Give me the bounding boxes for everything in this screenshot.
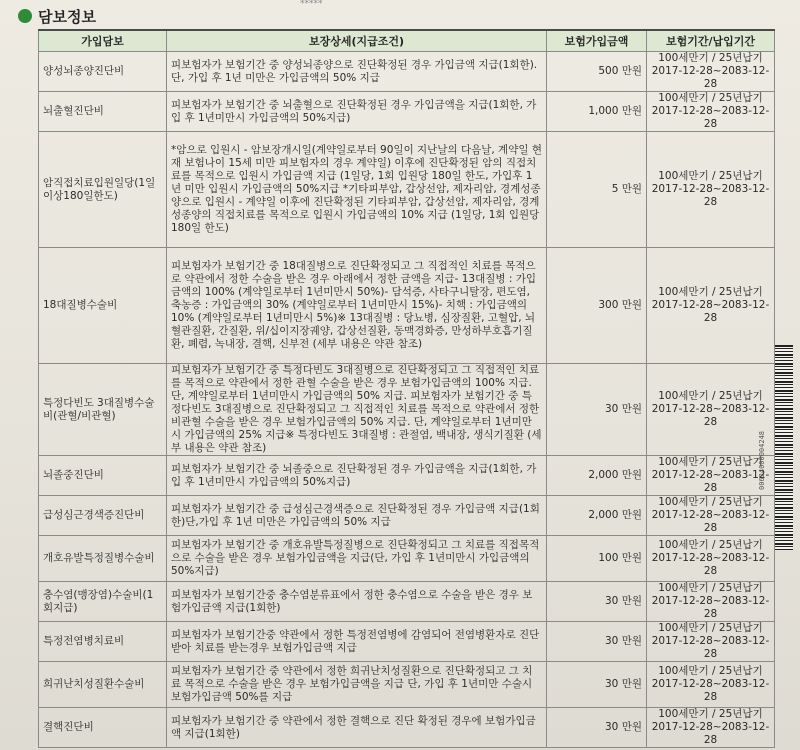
period-dates: 2017-12-28~2083-12-28 <box>651 105 770 130</box>
coverage-detail: 피보험자가 보험기간중 약관에서 정한 특정전염병에 감염되어 전염병환자로 진단받아 치료를 받는경우 보험가입금액 지급 <box>167 622 547 662</box>
coverage-period <box>647 662 775 708</box>
period-term: 100세만기 / 25년납기 <box>658 390 763 402</box>
header-period: 보험기간/납입기간 <box>647 30 775 52</box>
coverage-amount: 30 만원 <box>547 662 647 708</box>
section-header <box>18 6 96 26</box>
table-row <box>39 582 775 622</box>
period-term: 100세만기 / 25년납기 <box>658 582 763 594</box>
coverage-detail: *암으로 입원시 - 암보장개시일(계약일로부터 90일이 지난날의 다음날, 계약일 현재 보험나이 15세 미만 피보험자의 경우 계약일) 이후에 진단확정된 암의 직접치료를 목적으로 입원시 가입금액 지급 (1일당, 1회 입원당 180일 한도, 가입후 1년 미만 입원시 가입금액의 50%지급 *기타피부암, 갑상선암, 제자리암, 경계성종양으로 입원시 - 계약일 이후에 진단확정된 기타피부암, 갑상선암, 제자리암, 경계성종양의 직접치료를 목적으로 입원시 가입금액의 10% 지급 (1일당, 1회 입원당 180일 한도) <box>167 132 547 248</box>
coverage-amount: 300 만원 <box>547 248 647 364</box>
coverage-table <box>38 29 775 748</box>
coverage-period <box>647 364 775 456</box>
period-dates: 2017-12-28~2083-12-28 <box>651 299 770 324</box>
table-row <box>39 536 775 582</box>
coverage-detail: 피보험자가 보험기간 중 약관에서 정한 결핵으로 진단 확정된 경우에 보험가입금액 지급(1회한) <box>167 708 547 748</box>
coverage-name: 특정다빈도 3대질병수술비(관혈/비관혈) <box>39 364 167 456</box>
period-dates: 2017-12-28~2083-12-28 <box>651 635 770 660</box>
coverage-amount: 1,000 만원 <box>547 92 647 132</box>
section-title: 담보정보 <box>38 7 96 26</box>
coverage-period <box>647 582 775 622</box>
coverage-amount: 2,000 만원 <box>547 456 647 496</box>
coverage-name: 급성심근경색증진단비 <box>39 496 167 536</box>
coverage-period <box>647 708 775 748</box>
coverage-period <box>647 248 775 364</box>
coverage-amount: 30 만원 <box>547 622 647 662</box>
period-term: 100세만기 / 25년납기 <box>658 708 763 720</box>
coverage-name: 암직접치료입원일당(1일이상180일한도) <box>39 132 167 248</box>
coverage-amount: 500 만원 <box>547 52 647 92</box>
coverage-period <box>647 92 775 132</box>
period-term: 100세만기 / 25년납기 <box>658 456 763 468</box>
coverage-amount: 2,000 만원 <box>547 496 647 536</box>
coverage-amount: 5 만원 <box>547 132 647 248</box>
coverage-detail: 피보험자가 보험기간 중 급성심근경색증으로 진단확정된 경우 가입금액 지급(1회한)단,가입 후 1년 미만은 가입금액의 50% 지급 <box>167 496 547 536</box>
period-term: 100세만기 / 25년납기 <box>658 170 763 182</box>
top-note: ***** <box>300 0 323 8</box>
table-row <box>39 52 775 92</box>
coverage-amount: 30 만원 <box>547 708 647 748</box>
period-dates: 2017-12-28~2083-12-28 <box>651 65 770 90</box>
coverage-detail: 피보험자가 보험기간중 충수염분류표에서 정한 충수염으로 수술을 받은 경우 보험가입금액 지급(1회한) <box>167 582 547 622</box>
coverage-name: 개호유발특정질병수술비 <box>39 536 167 582</box>
table-row <box>39 364 775 456</box>
coverage-name: 충수염(맹장염)수술비(1회지급) <box>39 582 167 622</box>
coverage-detail: 피보험자가 보험기간 중 양성뇌종양으로 진단확정된 경우 가입금액 지급(1회한). 단, 가입 후 1년 미만은 가입금액의 50% 지급 <box>167 52 547 92</box>
period-dates: 2017-12-28~2083-12-28 <box>651 183 770 208</box>
period-dates: 2017-12-28~2083-12-28 <box>651 552 770 577</box>
coverage-name: 특정전염병치료비 <box>39 622 167 662</box>
coverage-detail: 피보험자가 보험기간 중 뇌졸중으로 진단확정된 경우 가입금액을 지급(1회한, 가입 후 1년미만시 가입금액의 50%지급) <box>167 456 547 496</box>
coverage-amount: 100 만원 <box>547 536 647 582</box>
table-row <box>39 622 775 662</box>
coverage-period <box>647 622 775 662</box>
table-row <box>39 248 775 364</box>
coverage-detail: 피보험자가 보험기간 중 뇌출혈으로 진단확정된 경우 가입금액을 지급(1회한, 가입 후 1년미만시 가입금액의 50%지급) <box>167 92 547 132</box>
table-row <box>39 132 775 248</box>
period-dates: 2017-12-28~2083-12-28 <box>651 469 770 494</box>
coverage-name: 18대질병수술비 <box>39 248 167 364</box>
period-term: 100세만기 / 25년납기 <box>658 665 763 677</box>
period-term: 100세만기 / 25년납기 <box>658 52 763 64</box>
barcode <box>775 345 793 550</box>
coverage-detail: 피보험자가 보험기간 중 18대질병으로 진단확정되고 그 직접적인 치료를 목적으로 약관에서 정한 수술을 받은 경우 아래에서 정한 금액을 지급- 13대질병 : 가입금액의 100% (계약일로부터 1년미만시 50%)- 담석증, 사타구니탈장, 편도염, 축농증 : 가입금액의 30% (계약일로부터 1년미만시 15%)- 치핵 : 가입금액의 10% (계약일로부터 1년미만시 5%)※ 13대질병 : 당뇨병, 심장질환, 고혈압, 뇌혈관질환, 간질환, 위/십이지장궤양, 갑상선질환, 동맥경화증, 만성하부호흡기질환, 폐렴, 녹내장, 결핵, 신부전 (세부 내용은 약관 참조) <box>167 248 547 364</box>
coverage-detail: 피보험자가 보험기간 중 약관에서 정한 희귀난치성질환으로 진단확정되고 그 치료 목적으로 수술을 받은 경우 보험가입금액을 지급 단, 가입 후 1년미만 수술시 보험가입금액 50%를 지급 <box>167 662 547 708</box>
table-header-row <box>39 30 775 52</box>
header-detail: 보장상세(지급조건) <box>167 30 547 52</box>
period-term: 100세만기 / 25년납기 <box>658 286 763 298</box>
coverage-name: 결핵진단비 <box>39 708 167 748</box>
section-bullet-icon <box>18 9 32 23</box>
coverage-period <box>647 132 775 248</box>
period-term: 100세만기 / 25년납기 <box>658 622 763 634</box>
period-dates: 2017-12-28~2083-12-28 <box>651 678 770 703</box>
coverage-period <box>647 456 775 496</box>
coverage-name: 뇌졸중진단비 <box>39 456 167 496</box>
barcode-text: 00624000004248 <box>758 430 766 490</box>
period-term: 100세만기 / 25년납기 <box>658 496 763 508</box>
coverage-amount: 30 만원 <box>547 364 647 456</box>
table-row <box>39 708 775 748</box>
coverage-detail: 피보험자가 보험기간 중 개호유발특정질병으로 진단확정되고 그 치료를 직접목적으로 수술을 받은 경우 보험가입금액을 지급(단, 가입 후 1년미만시 가입금액의 50%지급) <box>167 536 547 582</box>
header-coverage: 가입담보 <box>39 30 167 52</box>
table-row <box>39 662 775 708</box>
period-dates: 2017-12-28~2083-12-28 <box>651 403 770 428</box>
coverage-period <box>647 536 775 582</box>
table-row <box>39 496 775 536</box>
coverage-name: 희귀난치성질환수술비 <box>39 662 167 708</box>
period-dates: 2017-12-28~2083-12-28 <box>651 721 770 746</box>
coverage-name: 양성뇌종양진단비 <box>39 52 167 92</box>
coverage-amount: 30 만원 <box>547 582 647 622</box>
period-dates: 2017-12-28~2083-12-28 <box>651 509 770 534</box>
coverage-detail: 피보험자가 보험기간 중 특정다빈도 3대질병으로 진단확정되고 그 직접적인 치료를 목적으로 약관에서 정한 관혈 수술을 받은 경우 보험가입금액의 100% 지급. 단, 계약일로부터 1년미만시 가입금액의 50% 지급. 피보험자가 보험기간 중 특정다빈도 3대질병으로 진단확정되고 그 직접적인 치료를 목적으로 약관에서 정한 비관혈 수술을 받은 경우 보험가입금액의 50% 지급. 단, 계약일로부터 1년미만시 가입금액의 25% 지급※ 특정다빈도 3대질병 : 관절염, 백내장, 생식기질환 (세부 내용은 약관 참조) <box>167 364 547 456</box>
period-term: 100세만기 / 25년납기 <box>658 539 763 551</box>
period-term: 100세만기 / 25년납기 <box>658 92 763 104</box>
period-dates: 2017-12-28~2083-12-28 <box>651 595 770 620</box>
coverage-period <box>647 496 775 536</box>
header-amount: 보험가입금액 <box>547 30 647 52</box>
table-row <box>39 92 775 132</box>
table-row <box>39 456 775 496</box>
coverage-period <box>647 52 775 92</box>
coverage-name: 뇌출혈진단비 <box>39 92 167 132</box>
